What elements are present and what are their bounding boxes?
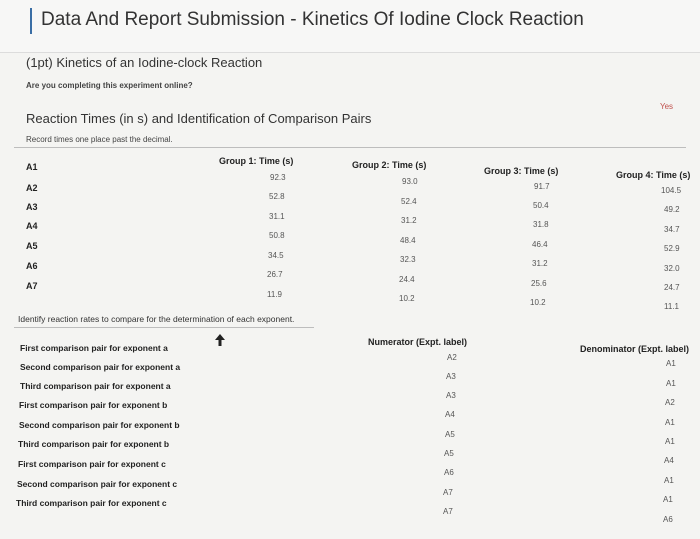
pair-label-a3: Third comparison pair for exponent a bbox=[20, 381, 171, 391]
group4-a6-value[interactable]: 24.7 bbox=[664, 283, 680, 292]
row-label-a3: A3 bbox=[26, 202, 38, 212]
numerator-c2[interactable]: A7 bbox=[443, 488, 453, 497]
denominator-b1[interactable]: A1 bbox=[665, 418, 675, 427]
row-label-a6: A6 bbox=[26, 261, 38, 271]
numerator-a1[interactable]: A2 bbox=[447, 353, 457, 362]
pairs-intro-divider bbox=[14, 327, 314, 328]
row-label-a2: A2 bbox=[26, 183, 38, 193]
group2-a3-value[interactable]: 31.2 bbox=[401, 216, 417, 225]
mouse-cursor-icon bbox=[215, 334, 225, 346]
denominator-b2[interactable]: A1 bbox=[665, 437, 675, 446]
denominator-a3[interactable]: A2 bbox=[665, 398, 675, 407]
group3-a6-value[interactable]: 25.6 bbox=[531, 279, 547, 288]
numerator-header: Numerator (Expt. label) bbox=[368, 337, 468, 347]
group2-a5-value[interactable]: 32.3 bbox=[400, 255, 416, 264]
group1-a1-value[interactable]: 92.3 bbox=[270, 173, 286, 182]
numerator-c1[interactable]: A6 bbox=[444, 468, 454, 477]
numerator-b3[interactable]: A5 bbox=[444, 449, 454, 458]
question-answer[interactable]: Yes bbox=[660, 102, 674, 111]
denominator-c1[interactable]: A1 bbox=[664, 476, 674, 485]
group1-a2-value[interactable]: 52.8 bbox=[269, 192, 285, 201]
group1-a6-value[interactable]: 26.7 bbox=[267, 270, 283, 279]
group4-a5-value[interactable]: 32.0 bbox=[664, 264, 680, 273]
group2-a6-value[interactable]: 24.4 bbox=[399, 275, 415, 284]
pair-label-a1: First comparison pair for exponent a bbox=[20, 343, 168, 353]
group4-a2-value[interactable]: 49.2 bbox=[664, 205, 680, 214]
title-bar bbox=[0, 0, 700, 53]
pair-label-b1: First comparison pair for exponent b bbox=[19, 400, 168, 410]
group3-a3-value[interactable]: 31.8 bbox=[533, 220, 549, 229]
group4-a1-value[interactable]: 104.5 bbox=[661, 186, 682, 195]
denominator-c3[interactable]: A6 bbox=[663, 515, 673, 524]
record-times-note: Record times one place past the decimal. bbox=[26, 135, 173, 144]
question-title: (1pt) Kinetics of an Iodine-clock Reaction bbox=[26, 55, 263, 70]
group3-header: Group 3: Time (s) bbox=[484, 166, 559, 176]
numerator-b2[interactable]: A5 bbox=[445, 430, 455, 439]
group4-header: Group 4: Time (s) bbox=[616, 170, 691, 180]
page-title: Data And Report Submission - Kinetics Of Iodine Clock Reaction bbox=[41, 9, 584, 30]
pair-label-c3: Third comparison pair for exponent c bbox=[16, 498, 167, 508]
pair-label-b3: Third comparison pair for exponent b bbox=[18, 439, 170, 449]
pair-label-c2: Second comparison pair for exponent c bbox=[17, 479, 178, 489]
group3-a7-value[interactable]: 10.2 bbox=[530, 298, 546, 307]
pair-label-c1: First comparison pair for exponent c bbox=[18, 459, 166, 469]
denominator-c2[interactable]: A1 bbox=[663, 495, 673, 504]
group2-header: Group 2: Time (s) bbox=[352, 160, 427, 170]
group1-a5-value[interactable]: 34.5 bbox=[268, 251, 284, 260]
group1-header: Group 1: Time (s) bbox=[219, 156, 294, 166]
group2-a2-value[interactable]: 52.4 bbox=[401, 197, 417, 206]
pair-label-a2: Second comparison pair for exponent a bbox=[20, 362, 181, 372]
group1-a3-value[interactable]: 31.1 bbox=[269, 212, 285, 221]
table-top-divider bbox=[14, 147, 686, 148]
group2-a7-value[interactable]: 10.2 bbox=[399, 294, 415, 303]
group2-a4-value[interactable]: 48.4 bbox=[400, 236, 416, 245]
group2-a1-value[interactable]: 93.0 bbox=[402, 177, 418, 186]
group3-a1-value[interactable]: 91.7 bbox=[534, 182, 550, 191]
denominator-b3[interactable]: A4 bbox=[664, 456, 674, 465]
question-prompt: Are you completing this experiment online? bbox=[26, 81, 193, 90]
reaction-times-title: Reaction Times (in s) and Identification of Comparison Pairs bbox=[26, 111, 372, 126]
numerator-c3[interactable]: A7 bbox=[443, 507, 453, 516]
denominator-a2[interactable]: A1 bbox=[666, 379, 676, 388]
numerator-a3[interactable]: A3 bbox=[446, 391, 456, 400]
group3-a2-value[interactable]: 50.4 bbox=[533, 201, 549, 210]
group3-a5-value[interactable]: 31.2 bbox=[532, 259, 548, 268]
row-label-a5: A5 bbox=[26, 241, 38, 251]
row-label-a4: A4 bbox=[26, 221, 38, 231]
group3-a4-value[interactable]: 46.4 bbox=[532, 240, 548, 249]
denominator-header: Denominator (Expt. label) bbox=[580, 344, 690, 354]
group4-a4-value[interactable]: 52.9 bbox=[664, 244, 680, 253]
row-label-a1: A1 bbox=[26, 162, 38, 172]
row-label-a7: A7 bbox=[26, 281, 38, 291]
group1-a7-value[interactable]: 11.9 bbox=[267, 290, 282, 299]
denominator-a1[interactable]: A1 bbox=[666, 359, 676, 368]
title-accent-bar bbox=[30, 8, 32, 34]
numerator-b1[interactable]: A4 bbox=[445, 410, 455, 419]
numerator-a2[interactable]: A3 bbox=[446, 372, 456, 381]
pairs-intro: Identify reaction rates to compare for the determination of each exponent. bbox=[18, 314, 295, 324]
group4-a3-value[interactable]: 34.7 bbox=[664, 225, 680, 234]
group4-a7-value[interactable]: 11.1 bbox=[664, 302, 679, 311]
group1-a4-value[interactable]: 50.8 bbox=[269, 231, 285, 240]
pair-label-b2: Second comparison pair for exponent b bbox=[19, 420, 180, 430]
